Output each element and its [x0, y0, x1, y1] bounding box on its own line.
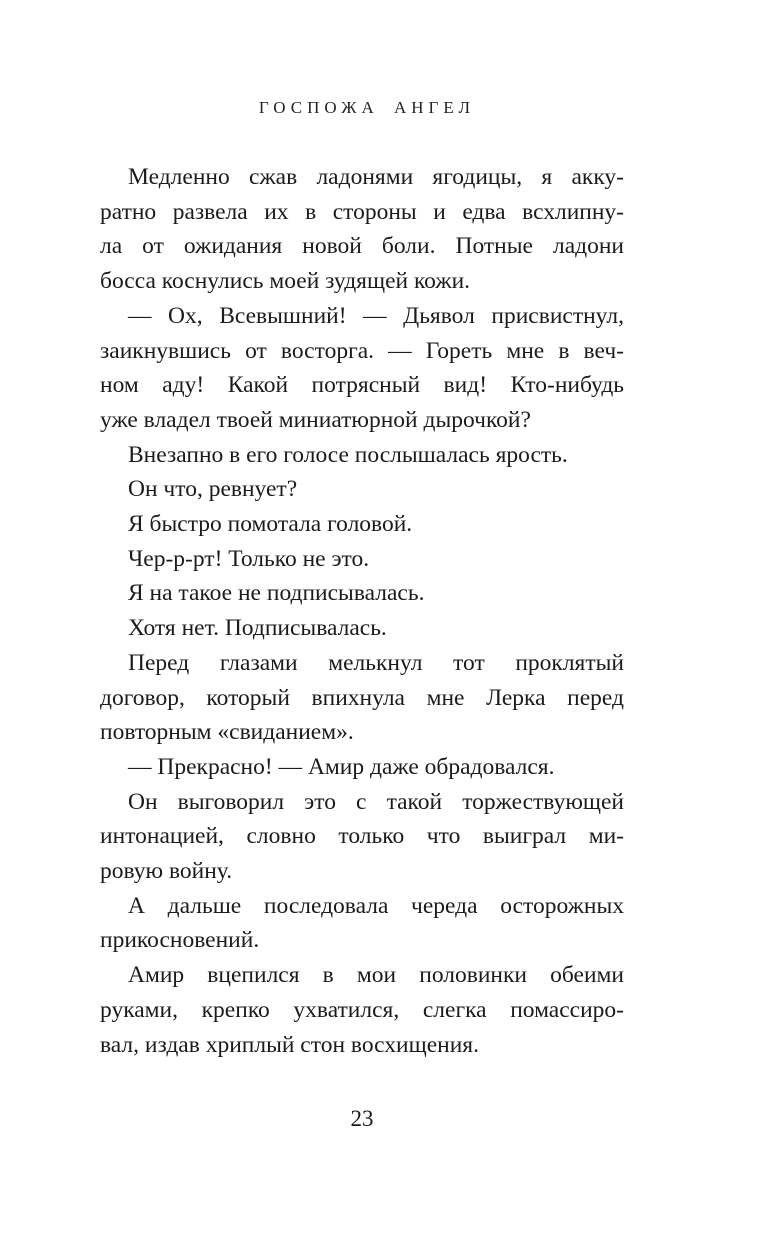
paragraph	[100, 542, 624, 577]
text-line: Он выговорил это с такой торжествующей	[128, 788, 624, 815]
text-line: заикнувшись от восторга. — Гореть мне в веч-	[100, 337, 624, 364]
text-line: Перед глазами мелькнул тот проклятый	[128, 649, 624, 676]
paragraph	[100, 507, 624, 542]
text-line: — Ох, Всевышний! — Дьявол присвистнул,	[128, 302, 624, 329]
text-block	[100, 160, 624, 1062]
paragraph	[100, 889, 624, 958]
text-line: Он что, ревнует?	[128, 476, 298, 503]
text-line: Я быстро помотала головой.	[128, 511, 413, 538]
page-number: 23	[350, 1106, 374, 1131]
text-line: ном аду! Какой потрясный вид! Кто-нибудь	[100, 372, 624, 399]
text-line: интонацией, словно только что выиграл ми-	[100, 823, 624, 850]
paragraph	[100, 785, 624, 889]
text-line: Хотя нет. Подписывалась.	[128, 615, 387, 642]
text-line: Чер-р-рт! Только не это.	[128, 545, 370, 572]
text-line: уже владел твоей миниатюрной дырочкой?	[100, 406, 531, 433]
paragraph	[100, 611, 624, 646]
text-line: прикосновений.	[100, 927, 260, 954]
text-line: вал, издав хриплый стон восхищения.	[100, 1031, 479, 1058]
text-line: ратно развела их в стороны и едва всхлипну-	[100, 198, 624, 225]
text-line: ровую войну.	[100, 858, 233, 885]
text-line: Медленно сжав ладонями ягодицы, я акку-	[128, 164, 624, 190]
paragraph	[100, 576, 624, 611]
text-line: — Прекрасно! — Амир даже обрадовался.	[128, 753, 555, 780]
paragraph	[100, 438, 624, 473]
text-line: повторным «свиданием».	[100, 719, 354, 746]
text-line: руками, крепко ухватился, слегка помассиро-	[100, 996, 624, 1023]
text-line: Амир вцепился в мои половинки обеими	[128, 962, 624, 989]
paragraph	[100, 472, 624, 507]
running-head-title: ГОСПОЖА АНГЕЛ	[258, 98, 476, 117]
paragraph	[100, 958, 624, 1062]
text-line: А дальше последовала череда осторожных	[128, 892, 624, 919]
text-line: Внезапно в его голосе послышалась ярость.	[128, 441, 568, 468]
paragraph	[100, 646, 624, 750]
paragraph	[100, 160, 624, 299]
paragraph	[100, 750, 624, 785]
text-line: договор, который впихнула мне Лерка перед	[100, 684, 624, 711]
text-line: ла от ожидания новой боли. Потные ладони	[100, 233, 624, 260]
text-line: босса коснулись моей зудящей кожи.	[100, 268, 471, 295]
text-line: Я на такое не подписывалась.	[128, 580, 425, 607]
paragraph	[100, 299, 624, 438]
